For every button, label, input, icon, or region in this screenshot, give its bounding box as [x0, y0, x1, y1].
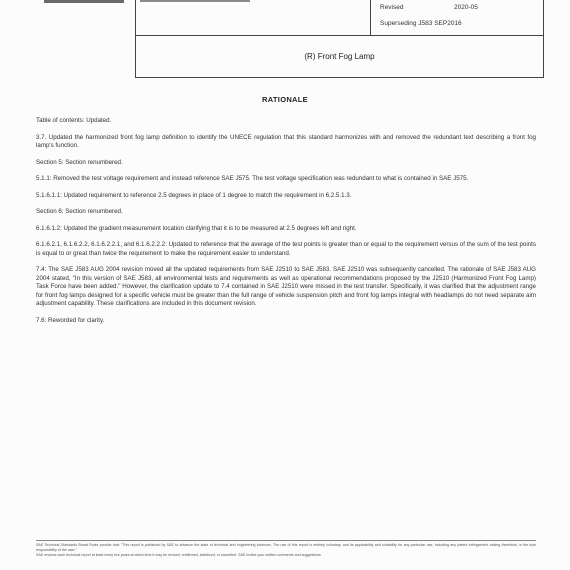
header-divider-horizontal — [136, 35, 543, 36]
rationale-paragraph: 6.1.6.2.1, 6.1.6.2.2, 6.1.6.2.2.1, and 6.1.6.2.2.2: Updated to reference that the average of the test points is greater than or equal to the requirement versus of the sum of the test points is equal to or great than twice the requirement to make the requirement easier to understand. — [36, 241, 536, 257]
superseding-text: Superseding J583 SEP2016 — [380, 20, 462, 27]
revised-date: 2020-05 — [454, 4, 478, 11]
rationale-paragraph: 7.4: The SAE J583 AUG 2004 revision moved all the updated requirements from SAE J2510 to SAE J583. SAE J2510 was subsequently cancelled. The rationale of SAE J583 AUG 2004 stated, "In this version of SAE J583, all environmental tests and requirements as well as operational recommendations proposed by the J2510 (Harmonized Front Fog Lamp) Task Force have been added." However, the clarification update to 7.4 contained in SAE J2510 were missed in the test transfer. Specifically, it was clarified that the adjustment range for front fog lamps designed for a specific vehicle must be greater than the full range of vehicle suspension pitch and front fog lamps integral with headlamps do not need separate aim adjustment capability. These clarifications are included in this document revision. — [36, 266, 536, 307]
rationale-paragraph: Section 5: Section renumbered. — [36, 158, 123, 166]
rationale-paragraph: 7.6: Reworded for clarity. — [36, 316, 105, 324]
rationale-heading: RATIONALE — [262, 95, 308, 104]
rationale-paragraph: 6.1.6.1.2: Updated the gradient measurement location clarifying that it is to be measured at 2.5 degrees left and right. — [36, 224, 357, 232]
header-logo-fragment — [44, 0, 124, 3]
header-box — [135, 0, 544, 78]
footer-divider — [36, 540, 536, 541]
rationale-paragraph: Section 6: Section renumbered. — [36, 208, 123, 215]
header-divider-vertical — [370, 0, 371, 35]
rationale-paragraph: 5.1.1: Removed the test voltage requirement and instead reference SAE J575. The test voltage specification was redundant to what is contained in SAE J575. — [36, 175, 469, 182]
rationale-paragraph: 5.1.6.1.1: Updated requirement to reference 2.5 degrees in place of 1 degree to match the requirement in 6.2.5.1.3. — [36, 191, 352, 199]
revised-label: Revised — [380, 4, 404, 11]
document-title: (R) Front Fog Lamp — [304, 52, 375, 61]
rationale-paragraph: Table of contents: Updated. — [36, 117, 112, 124]
rationale-body — [36, 117, 536, 333]
rationale-paragraph: 3.7. Updated the harmonized front fog lamp definition to identify the UNECE regulation that this standard harmonizes with and removed the redundant text describing a front fog lamp's function. — [36, 133, 536, 149]
footer-notice — [36, 543, 536, 559]
footer-line: SAE reviews each technical report at least every five years at which time it may be revised, reaffirmed, stabilized, or cancelled. SAE invites your written comments and suggestions. — [36, 553, 322, 558]
footer-line: SAE Technical Standards Board Rules provide that: "This report is published by SAE to advance the state of technical and engineering sciences. The use of this report is entirely voluntary, and its applicability and suitability for any particular use, including any patent infringement arising therefrom, is the sole responsibility of the user." — [36, 543, 536, 552]
